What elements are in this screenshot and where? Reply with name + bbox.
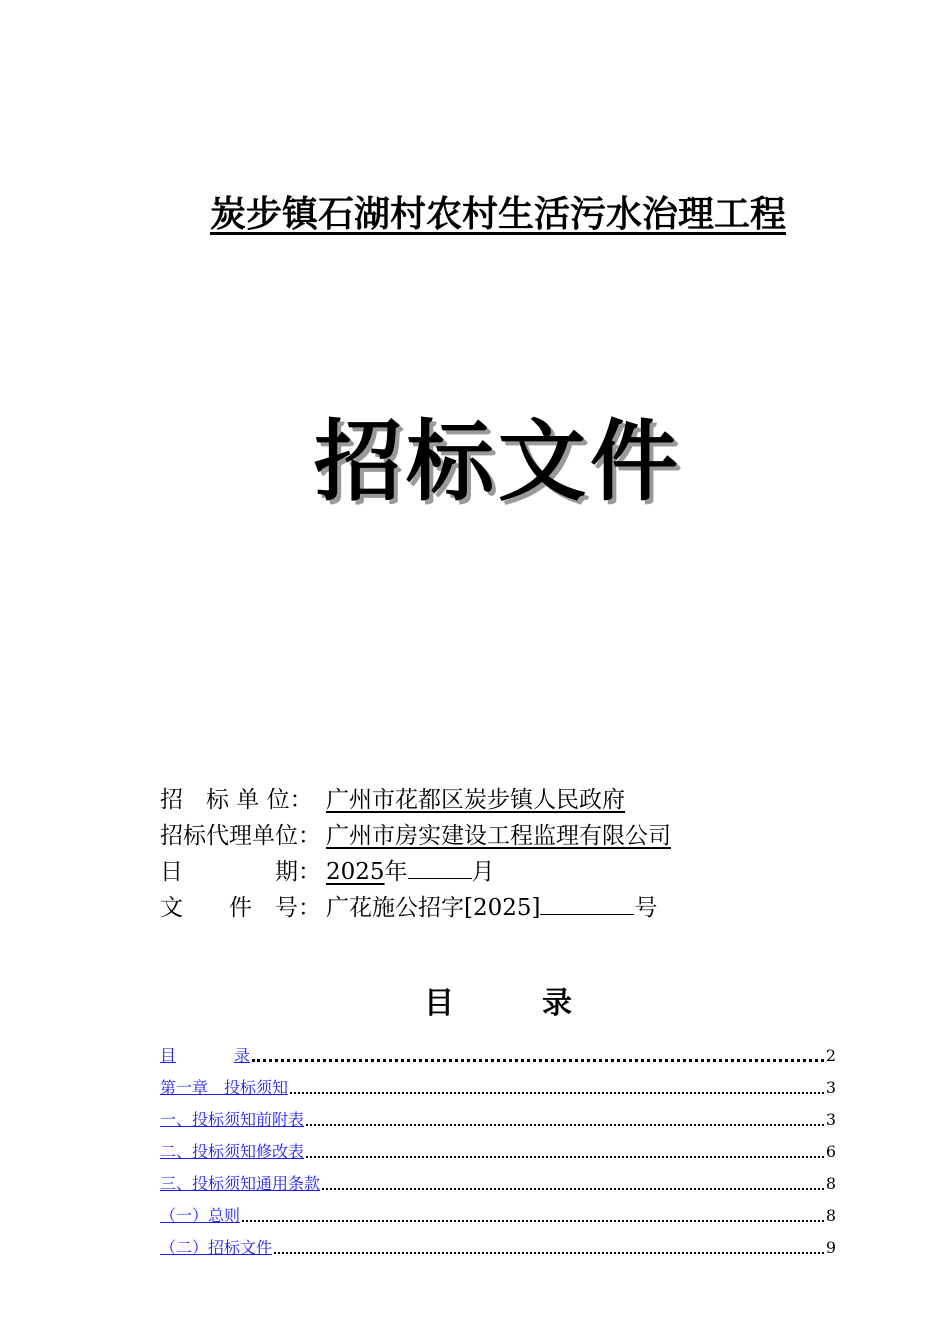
toc-leader-dots — [306, 1155, 824, 1158]
tenderer-value: 广州市花都区炭步镇人民政府 — [326, 787, 625, 813]
project-title: 炭步镇石湖村农村生活污水治理工程 — [209, 193, 786, 235]
toc-link[interactable]: 目 录 — [160, 1046, 251, 1065]
agent-label: 招标代理单位： — [160, 823, 321, 849]
toc-page-number: 2 — [825, 1046, 836, 1065]
toc-page-number: 9 — [825, 1238, 836, 1257]
cover-info-block — [160, 782, 860, 926]
toc-leader-dots — [252, 1058, 824, 1062]
toc-link[interactable]: 二、投标须知修改表 — [160, 1142, 305, 1161]
table-of-contents — [160, 1036, 836, 1260]
tenderer-row — [160, 782, 860, 818]
toc-item[interactable] — [160, 1036, 836, 1068]
docno-suffix: 号 — [634, 895, 658, 921]
toc-page-number: 6 — [825, 1142, 836, 1161]
toc-page-number: 8 — [825, 1174, 836, 1193]
document-title: 招标文件 — [313, 409, 682, 513]
toc-link[interactable]: 第一章 投标须知 — [160, 1078, 289, 1097]
toc-item[interactable] — [160, 1164, 836, 1196]
toc-item[interactable] — [160, 1100, 836, 1132]
toc-leader-dots — [290, 1091, 824, 1094]
agent-value: 广州市房实建设工程监理有限公司 — [326, 823, 671, 849]
toc-page-number: 3 — [825, 1078, 836, 1097]
docno-blank — [540, 890, 634, 915]
toc-page-number: 3 — [825, 1110, 836, 1129]
docno-label: 文 件 号： — [160, 895, 321, 921]
toc-heading — [0, 978, 950, 1022]
toc-heading-right: 录 — [542, 986, 572, 1021]
toc-link[interactable]: （一）总则 — [160, 1206, 241, 1225]
toc-page-number: 8 — [825, 1206, 836, 1225]
toc-heading-left: 目 — [424, 986, 454, 1021]
date-row — [160, 854, 860, 890]
toc-leader-dots — [306, 1123, 824, 1126]
date-year: 2025 — [326, 859, 385, 885]
toc-item[interactable] — [160, 1132, 836, 1164]
date-month-blank — [408, 854, 472, 879]
toc-link[interactable]: （二）招标文件 — [160, 1238, 273, 1257]
date-label: 日 期： — [160, 859, 321, 885]
docno-row — [160, 890, 860, 926]
toc-link[interactable]: 一、投标须知前附表 — [160, 1110, 305, 1129]
toc-leader-dots — [242, 1219, 824, 1222]
toc-item[interactable] — [160, 1196, 836, 1228]
date-month-suffix: 月 — [471, 859, 495, 885]
agent-row — [160, 818, 860, 854]
toc-item[interactable] — [160, 1068, 836, 1100]
tenderer-label: 招 标 单 位： — [160, 787, 313, 813]
docno-prefix: 广花施公招字[2025] — [326, 895, 541, 921]
toc-link[interactable]: 三、投标须知通用条款 — [160, 1174, 321, 1193]
toc-item[interactable] — [160, 1228, 836, 1260]
date-year-suffix: 年 — [384, 859, 408, 885]
toc-leader-dots — [322, 1187, 824, 1190]
toc-leader-dots — [274, 1251, 824, 1254]
